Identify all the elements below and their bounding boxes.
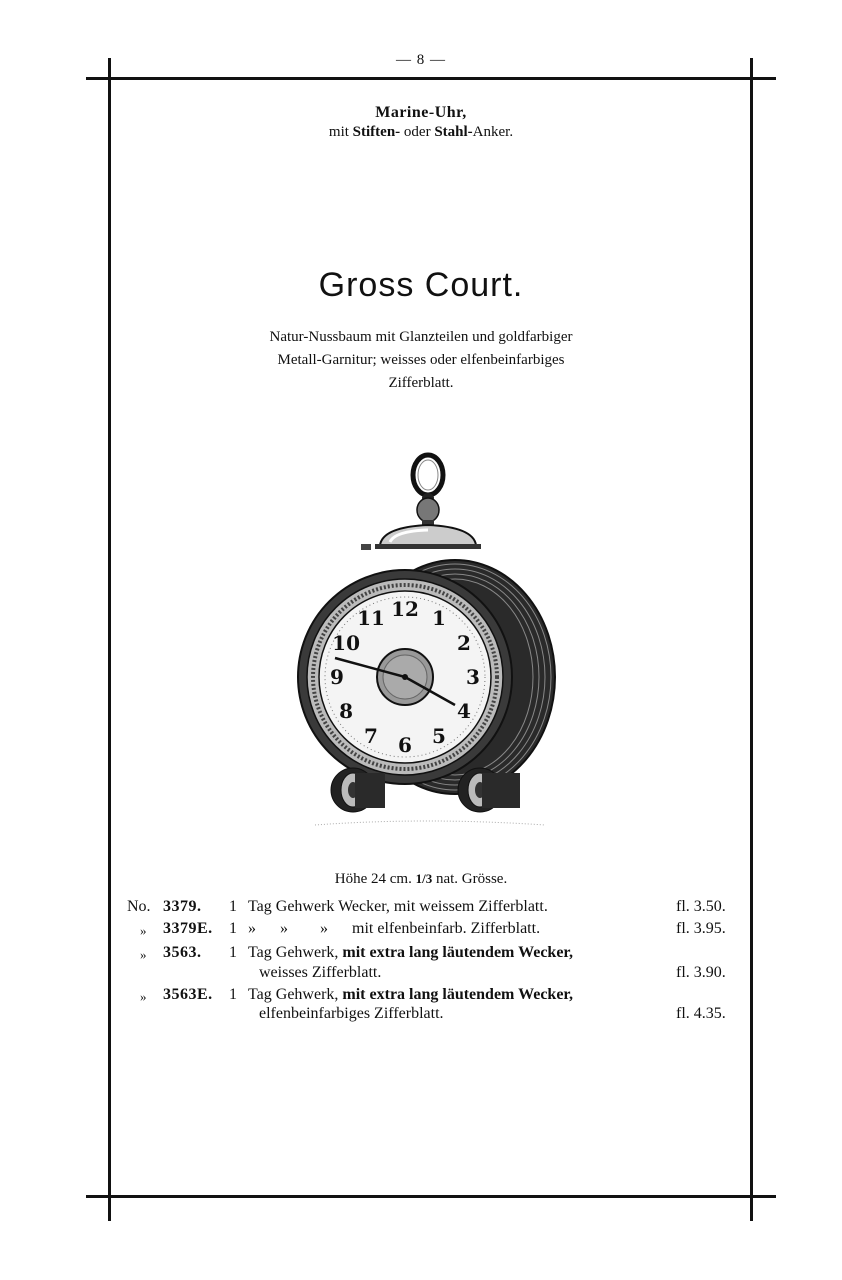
product-description bbox=[248, 944, 573, 962]
description-line: Natur-Nussbaum mit Glanzteilen und goldfarbiger bbox=[269, 329, 573, 345]
product-price: fl. 3.50. bbox=[676, 898, 726, 915]
product-qty: 1 bbox=[229, 944, 237, 961]
product-prefix: » bbox=[140, 947, 147, 962]
left-rule bbox=[108, 58, 111, 1221]
description-line: Metall-Garnitur; weisses oder elfenbeinfarbiges bbox=[277, 352, 565, 368]
product-description-continuation: elfenbeinfarbiges Zifferblatt. bbox=[259, 1005, 444, 1022]
product-description bbox=[248, 986, 573, 1004]
product-prefix: » bbox=[140, 989, 147, 1004]
right-rule bbox=[750, 58, 753, 1221]
product-row-continuation bbox=[0, 1005, 842, 1031]
product-description-plain: Tag Gehwerk, bbox=[248, 944, 339, 961]
clock-numeral: 4 bbox=[456, 699, 471, 723]
subheading-middle: oder bbox=[403, 124, 431, 140]
product-description-bold: mit extra lang läutendem Wecker, bbox=[342, 944, 574, 961]
caption-fraction: 1/3 bbox=[415, 871, 433, 886]
product-qty: 1 bbox=[229, 986, 237, 1003]
product-description: » » » mit elfenbeinfarb. Zifferblatt. bbox=[248, 920, 541, 937]
product-code: 3563E. bbox=[163, 986, 213, 1003]
product-price: fl. 3.90. bbox=[676, 964, 726, 981]
section-heading: Marine-Uhr, bbox=[375, 104, 467, 121]
clock-numeral: 11 bbox=[357, 606, 385, 631]
clock-numeral: 3 bbox=[466, 665, 480, 689]
product-qty: 1 bbox=[229, 898, 237, 915]
product-description-plain: Tag Gehwerk, bbox=[248, 986, 339, 1003]
product-qty: 1 bbox=[229, 920, 237, 937]
clock-numeral: 7 bbox=[364, 723, 378, 748]
clock-numeral: 2 bbox=[456, 631, 471, 655]
top-rule bbox=[86, 77, 776, 80]
product-code: 3379. bbox=[163, 898, 202, 915]
product-prefix: No. bbox=[127, 898, 151, 915]
clock-numeral: 6 bbox=[398, 733, 412, 757]
product-row bbox=[0, 920, 842, 946]
clock-numeral: 10 bbox=[332, 631, 361, 655]
subheading-suffix: Anker. bbox=[472, 124, 514, 140]
clock-numeral: 1 bbox=[432, 606, 446, 631]
clock-numeral: 8 bbox=[339, 699, 354, 723]
description-line: Zifferblatt. bbox=[388, 375, 454, 391]
clock-numeral: 5 bbox=[432, 723, 446, 748]
alarm-clock-illustration bbox=[295, 445, 565, 840]
product-code: 3379E. bbox=[163, 920, 213, 937]
subheading-bold-1: Stiften- bbox=[352, 124, 401, 140]
product-description-continuation: weisses Zifferblatt. bbox=[259, 964, 382, 981]
product-price: fl. 3.95. bbox=[676, 920, 726, 937]
caption-text: Höhe 24 cm. bbox=[334, 871, 412, 887]
subheading-bold-2: Stahl- bbox=[434, 124, 473, 140]
product-description-bold: mit extra lang läutendem Wecker, bbox=[342, 986, 574, 1003]
section-subheading bbox=[0, 124, 842, 141]
product-price: fl. 4.35. bbox=[676, 1005, 726, 1022]
clock-numeral: 9 bbox=[330, 665, 344, 689]
bottom-rule bbox=[86, 1195, 776, 1198]
product-prefix: » bbox=[140, 923, 147, 938]
product-code: 3563. bbox=[163, 944, 202, 961]
product-description: Tag Gehwerk Wecker, mit weissem Zifferblatt. bbox=[248, 898, 548, 915]
size-caption bbox=[0, 871, 842, 888]
product-title: Gross Court. bbox=[318, 266, 524, 304]
subheading-prefix: mit bbox=[328, 124, 349, 140]
page-number: — 8 — bbox=[396, 52, 446, 68]
clock-numeral: 12 bbox=[391, 597, 419, 621]
caption-suffix: nat. Grösse. bbox=[435, 871, 508, 887]
